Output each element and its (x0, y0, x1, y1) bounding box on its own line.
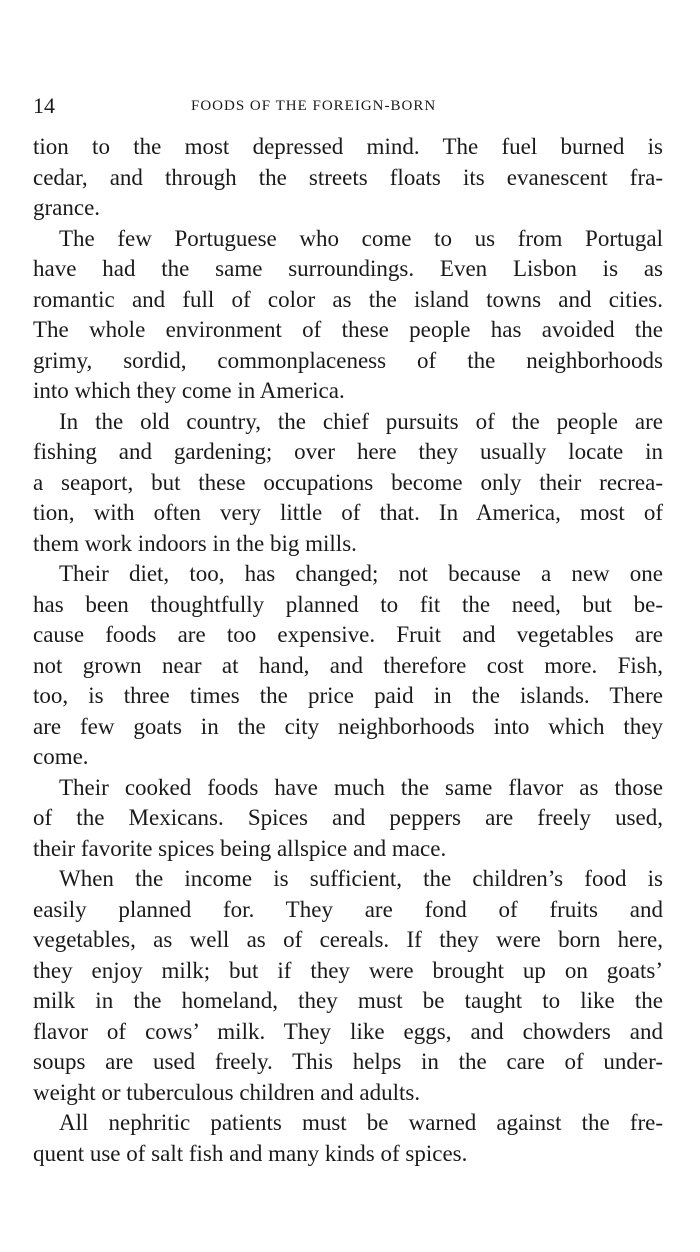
text-line: The few Portuguese who come to us from Portugal (59, 225, 663, 251)
text-line: into which they come in America. (33, 378, 345, 403)
paragraph (33, 773, 663, 865)
paragraph (33, 864, 663, 1108)
text-line: romantic and full of color as the island towns and cities. (33, 286, 663, 312)
text-line: grimy, sordid, commonplaceness of the neighborhoods (33, 347, 663, 373)
text-line: a seaport, but these occupations become only their recrea- (33, 469, 663, 495)
paragraph (33, 559, 663, 773)
text-line: too, is three times the price paid in the islands. There (33, 683, 663, 708)
text-line: their favorite spices being allspice and mace. (33, 835, 447, 861)
page-number: 14 (33, 93, 55, 118)
paragraph (33, 224, 663, 407)
body-text (33, 132, 663, 1169)
text-line: All nephritic patients must be warned against the fre- (59, 1110, 663, 1135)
paragraph (33, 132, 663, 224)
text-line: not grown near at hand, and therefore cost more. Fish, (33, 652, 663, 678)
text-line: flavor of cows’ milk. They like eggs, and chowders and (33, 1018, 663, 1044)
text-line: Their cooked foods have much the same flavor as those (59, 774, 663, 800)
text-line: grance. (33, 195, 101, 220)
text-line: fishing and gardening; over here they usually locate in (33, 439, 663, 464)
text-line: The whole environment of these people has avoided the (33, 317, 663, 342)
text-line: of the Mexicans. Spices and peppers are freely used, (33, 805, 663, 830)
paragraph (33, 407, 663, 560)
text-line: has been thoughtfully planned to fit the need, but be- (33, 591, 663, 617)
text-line: tion, with often very little of that. In America, most of (33, 500, 663, 525)
text-line: quent use of salt fish and many kinds of spices. (33, 1140, 468, 1166)
text-line: Their diet, too, has changed; not because a new one (59, 561, 663, 586)
text-line: easily planned for. They are fond of fruits and (33, 896, 663, 922)
text-line: tion to the most depressed mind. The fuel burned is (33, 134, 663, 159)
paragraph (33, 1108, 663, 1169)
text-line: In the old country, the chief pursuits of the people are (59, 408, 663, 434)
text-line: are few goats in the city neighborhoods into which they (33, 713, 663, 739)
text-line: vegetables, as well as of cereals. If they were born here, (33, 927, 663, 952)
text-line: milk in the homeland, they must be taught to like the (33, 988, 663, 1013)
running-title: FOODS OF THE FOREIGN-BORN (191, 98, 437, 114)
text-line: When the income is sufficient, the children’s food is (59, 866, 663, 891)
text-line: them work indoors in the big mills. (33, 530, 357, 556)
text-line: cedar, and through the streets floats its evanescent fra- (33, 164, 663, 190)
text-line: soups are used freely. This helps in the care of under- (33, 1049, 663, 1074)
text-line: have had the same surroundings. Even Lisbon is as (33, 256, 663, 281)
running-head (33, 92, 663, 120)
text-line: come. (33, 744, 89, 769)
text-line: they enjoy milk; but if they were brought up on goats’ (33, 957, 663, 983)
text-line: weight or tuberculous children and adults. (33, 1079, 421, 1105)
text-line: cause foods are too expensive. Fruit and vegetables are (33, 622, 663, 647)
